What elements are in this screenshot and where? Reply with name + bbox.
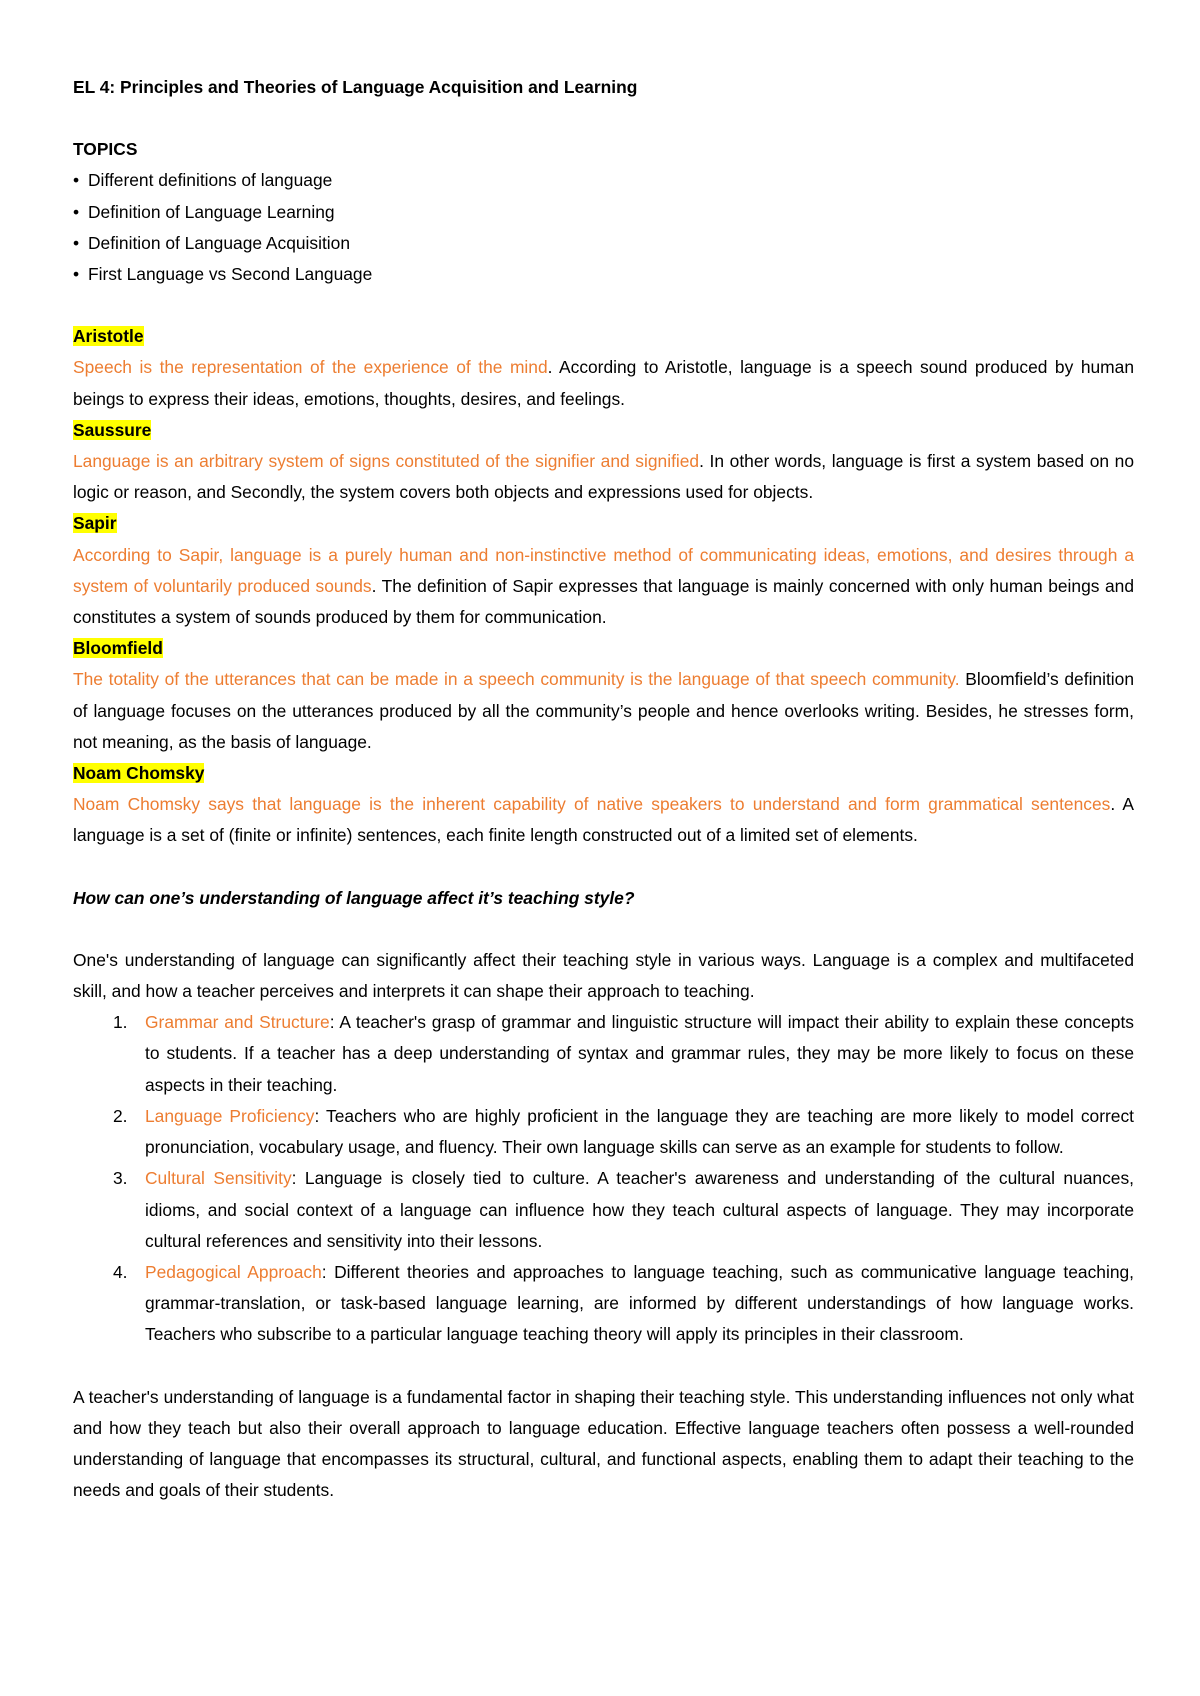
- list-term: Cultural Sensitivity: [145, 1168, 292, 1189]
- topics-heading: TOPICS: [73, 139, 138, 160]
- definition-explanation: Bloomfield’s definition of language focuses on the utterances produced by all the community’s people and hence overlooks writing. Besides, he stresses form, not meaning, as the basis of language.: [73, 669, 1135, 752]
- definition-bloomfield: [73, 664, 1134, 758]
- document-title: EL 4: Principles and Theories of Language Acquisition and Learning: [73, 77, 638, 97]
- definition-saussure: [73, 446, 1134, 508]
- list-text: : A teacher's grasp of grammar and linguistic structure will impact their ability to explain these concepts to students. If a teacher has a deep understanding of syntax and grammar rules, they may be more likely to focus on these aspects in their teaching.: [145, 1012, 1134, 1095]
- list-term: Grammar and Structure: [145, 1012, 330, 1033]
- list-term: Language Proficiency: [145, 1105, 315, 1126]
- bullet-icon: •: [73, 170, 80, 191]
- definition-name-chomsky: Noam Chomsky: [73, 763, 205, 784]
- definition-explanation: . A language is a set of (finite or infinite) sentences, each finite length constructed out of a limited set of elements.: [73, 794, 1134, 846]
- definition-quote: Speech is the representation of the experience of the mind: [73, 357, 548, 378]
- definition-explanation: . The definition of Sapir expresses that language is mainly concerned with only human beings and constitutes a system of sounds produced by them for communication.: [73, 575, 1135, 628]
- topic-item: • Definition of Language Acquisition: [73, 228, 1134, 259]
- definition-name-saussure: Saussure: [73, 419, 152, 440]
- bullet-icon: •: [73, 264, 80, 285]
- ways-list: [73, 1007, 1134, 1350]
- list-number: 1.: [113, 1012, 128, 1033]
- bullet-icon: •: [73, 201, 80, 222]
- section-question: How can one’s understanding of language affect it’s teaching style?: [73, 887, 635, 908]
- definition-name-bloomfield: Bloomfield: [73, 638, 163, 659]
- list-item: [73, 1163, 1134, 1257]
- topics-list: [73, 165, 1134, 290]
- list-number: 4.: [113, 1261, 128, 1282]
- definition-chomsky: [73, 789, 1134, 851]
- topic-item: • Different definitions of language: [73, 165, 1134, 196]
- bullet-icon: •: [73, 232, 80, 253]
- list-number: 2.: [113, 1105, 128, 1126]
- topic-item: • Definition of Language Learning: [73, 197, 1134, 228]
- definition-quote: According to Sapir, language is a purely human and non-instinctive method of communicating ideas, emotions, and desires through a system of voluntarily produced sounds: [73, 544, 1134, 596]
- list-item: [73, 1101, 1134, 1163]
- definition-quote: Noam Chomsky says that language is the inherent capability of native speakers to understand and form grammatical sentences: [73, 794, 1111, 815]
- list-item: [73, 1007, 1134, 1101]
- definition-aristotle: [73, 352, 1134, 414]
- definition-quote: The totality of the utterances that can be made in a speech community is the language of that speech community.: [73, 669, 960, 690]
- definition-explanation: . In other words, language is first a system based on no logic or reason, and Secondly, the system covers both objects and expressions used for objects.: [73, 451, 1134, 503]
- definition-explanation: . According to Aristotle, language is a speech sound produced by human beings to express their ideas, emotions, thoughts, desires, and feelings.: [73, 357, 1134, 409]
- intro-paragraph: One's understanding of language can significantly affect their teaching style in various ways. Language is a complex and multifaceted skill, and how a teacher perceives and interprets it can shape their approach to teaching.: [73, 949, 1134, 1002]
- definition-sapir: [73, 540, 1134, 634]
- definition-name-sapir: Sapir: [73, 513, 117, 534]
- list-text: : Language is closely tied to culture. A teacher's awareness and understanding of the cultural nuances, idioms, and social context of a language can influence how they teach cultural aspects of language. They may incorporate cultural references and sensitivity into their lessons.: [145, 1168, 1134, 1251]
- definition-quote: Language is an arbitrary system of signs constituted of the signifier and signified: [73, 451, 700, 472]
- list-text: : Teachers who are highly proficient in the language they are teaching are more likely to model correct pronunciation, vocabulary usage, and fluency. Their own language skills can serve as an example for students to follow.: [145, 1105, 1134, 1158]
- definition-name-aristotle: Aristotle: [73, 326, 144, 347]
- list-item: [73, 1257, 1134, 1351]
- topic-item: • First Language vs Second Language: [73, 259, 1134, 290]
- list-number: 3.: [113, 1168, 128, 1189]
- list-text: : Different theories and approaches to language teaching, such as communicative language teaching, grammar-translation, or task-based language learning, are informed by different understandings of how language works. Teachers who subscribe to a particular language teaching theory will apply its principles in their classroom.: [145, 1261, 1134, 1345]
- list-term: Pedagogical Approach: [145, 1261, 322, 1282]
- conclusion-paragraph: A teacher's understanding of language is a fundamental factor in shaping their teaching style. This understanding influences not only what and how they teach but also their overall approach to language education. Effective language teachers often possess a well-rounded understanding of language that encompasses its structural, cultural, and functional aspects, enabling them to adapt their teaching to the needs and goals of their students.: [73, 1386, 1134, 1501]
